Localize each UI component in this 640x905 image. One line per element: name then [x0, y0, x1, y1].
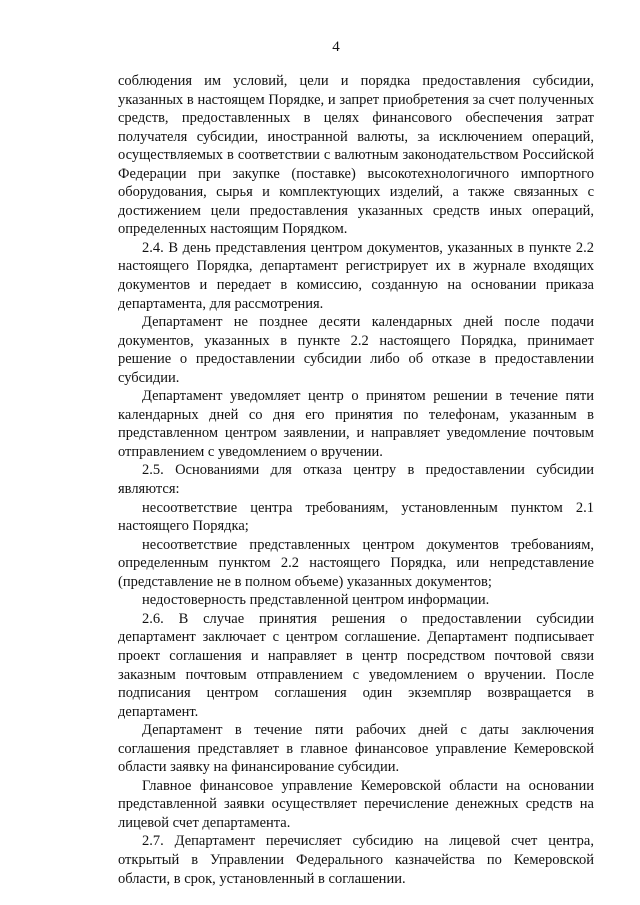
list-item-information: недостоверность представленной центром информации.: [142, 592, 490, 609]
list-item-requirements: несоответствие центра требованиям, установленным пунктом 2.1 настоящего Порядка;: [118, 499, 594, 535]
paragraph-2-5: 2.5. Основаниями для отказа центру в предоставлении субсидии являются:: [118, 462, 594, 498]
paragraph-decision: Департамент не позднее десяти календарных дней после подачи документов, указанных в пункте 2.2 настоящего Порядка, принимает решение о предоставлении субсидии либо об отказе в предоставлении субсидии.: [118, 314, 594, 386]
paragraph-request: Департамент в течение пяти рабочих дней с даты заключения соглашения представляет в главное финансовое управление Кемеровской области заявку на финансирование субсидии.: [118, 722, 594, 776]
document-body: [118, 72, 594, 888]
paragraph-2-6: 2.6. В случае принятия решения о предоставлении субсидии департамент заключает с центром соглашение. Департамент подписывает проект соглашения и направляет в центр посредством почтовой связи заказным почтовым отправлением с уведомлением о вручении. После подписания центром соглашения один экземпляр возвращается в департамент.: [118, 610, 594, 720]
paragraph-2-4: 2.4. В день представления центром документов, указанных в пункте 2.2 настоящего Порядка, департамент регистрирует их в журнале входящих документов и передает в комиссию, созданную на основании приказа департамента, для рассмотрения.: [118, 239, 594, 312]
list-item-documents: несоответствие представленных центром документов требованиям, определенным пунктом 2.2 настоящего Порядка, или непредставление (представление не в полном объеме) указанных документов;: [118, 536, 594, 590]
paragraph-2-7: 2.7. Департамент перечисляет субсидию на лицевой счет центра, открытый в Управлении Федерального казначейства по Кемеровской области, в срок, установленный в соглашении.: [118, 833, 594, 887]
paragraph-transfer: Главное финансовое управление Кемеровской области на основании представленной заявки осуществляет перечисление денежных средств на лицевой счет департамента.: [118, 777, 594, 831]
paragraph-continuation: соблюдения им условий, цели и порядка предоставления субсидии, указанных в настоящем Порядке, и запрет приобретения за счет полученных средств, предоставленных в целях финансового обеспечения затрат получателя субсидии, иностранной валюты, за исключением операций, осуществляемых в соответствии с валютным законодательством Российской Федерации при закупке (поставке) высокотехнологичного импортного оборудования, сырья и комплектующих изделий, а также связанных с достижением цели предоставления указанных средств иных операций, определенных настоящим Порядком.: [118, 73, 594, 238]
page-number: 4: [332, 39, 340, 55]
paragraph-notification: Департамент уведомляет центр о принятом решении в течение пяти календарных дней со дня его принятия по телефонам, указанным в представленном центром заявлении, и направляет уведомление почтовым отправлением с уведомлением о вручении.: [118, 388, 594, 460]
